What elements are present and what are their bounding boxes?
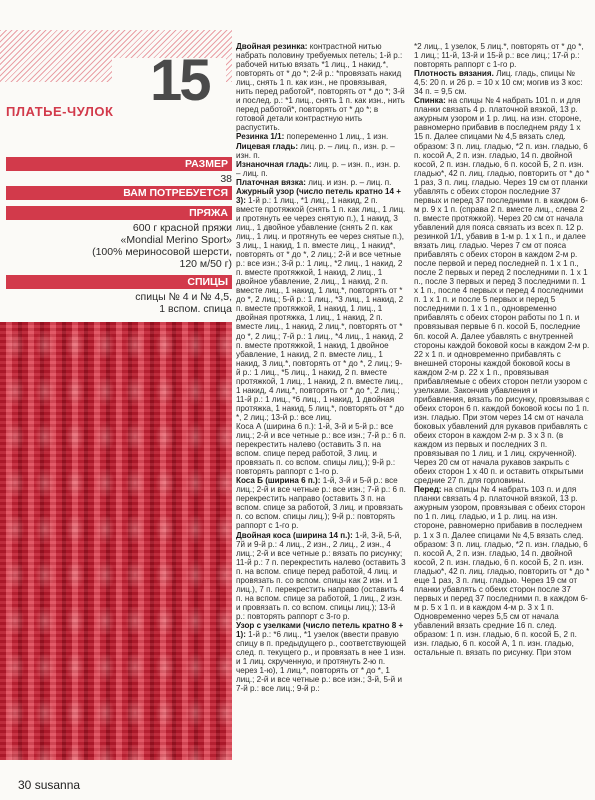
instruction-paragraph	[414, 69, 590, 96]
instruction-paragraph	[236, 422, 406, 476]
instruction-text: лиц. р. – лиц. п., изн. р. – изн. п.	[236, 141, 395, 160]
yarn-line: (100% мериносовой шерсти,	[92, 246, 232, 258]
instruction-text: контрастной нитью набрать половину требуемых петель; 1-й р.: рабочей нитью вязать *1 лиц., 1 накид.*, повторять от * до *; 2-й р.: *провязать накид лиц., снять 1 п. как изн., не провязывая, нить перед работой*, повторять от * до *; 3-й и послед. р.: *1 лиц., снять 1 п. как изн., нить перед работой*, повторять от * до *; в готовой детали контрастную нить распустить.	[236, 42, 405, 133]
instruction-paragraph	[414, 42, 590, 69]
instruction-heading: Спинка:	[414, 96, 446, 106]
magazine-brand: susanna	[34, 778, 81, 792]
instruction-text: Лиц. гладь, спицы № 4,5: 20 п. и 26 р. = 10 х 10 см; могив из 3 кос: 34 п. = 9,5 см.	[414, 69, 583, 97]
instruction-paragraph	[236, 42, 406, 132]
instruction-heading: Перед:	[414, 485, 442, 495]
instruction-paragraph	[236, 160, 406, 178]
materials-heading-band	[6, 186, 232, 200]
instruction-heading: Ажурный узор (число петель кратно 14 + 3):	[236, 186, 402, 205]
instruction-heading: Изнаночная гладь:	[236, 159, 312, 169]
instruction-heading: Коса Б (ширина 6 п.):	[236, 476, 321, 486]
instruction-paragraph	[236, 142, 406, 160]
size-heading: РАЗМЕР	[185, 158, 228, 170]
instruction-text: Коса А (ширина 6 п.): 1-й, 3-й и 5-й р.: все лиц.; 2-й и все четные р.: все изн.; 7-й р.: 6 п. перекрестить налево (оставить 3 п. на вспом. спице перед работой, 3 лиц. и провязать п. со вспом. спицы лиц.); 9-й р.: повторять раппорт с 1-го р.	[236, 421, 406, 477]
instruction-paragraph	[236, 132, 406, 141]
needles-info	[135, 291, 232, 315]
needles-line: 1 вспом. спица	[159, 303, 232, 315]
instruction-heading: Плотность вязания.	[414, 69, 494, 79]
instruction-heading: Резинка 1/1:	[236, 132, 285, 142]
instructions-column-1	[236, 42, 406, 772]
yarn-heading-band	[6, 206, 232, 220]
instruction-text: на спицы № 4 набрать 101 п. и для планки связать 4 р. платочной вязкой, 13 р. ажурным узором и 1 р. лиц. на изн. стороне, равномерно прибавив в последнем ряду 1 х 15 п. Далее спицами № 4,5 вязать след. образом: 3 п. лиц. гладью, *2 п. изн. гладью, 6 п. косой А, 2 п. изн. гладью, 14 п. двойной косой, 2 п. изн. гладью, 6 п. косой Б, 2 п. изн. гладью*, 42 п. лиц. гладью, повторить от * до * 1 раз, 3 п. лиц. гладью. Через 19 см от планки убавлять с обеих сторон последние 37 первых и перед 37 последними п. в каждом 6-м р. 9 х 1 п. (справа 2 п. вместе лиц., слева 2 п. вместе протяжкой). Через 20 см от начала убавлений для пояса связать из всех п. 12 р. резинкой 1/1, убавив в 1-м р. 1 х 1 п., и далее вязать лиц. гладью. Через 7 см от пояса прибавлять с обеих сторон в каждом 2-м р. после первой и перед последней п. 1 х 1 п., после 2 первых и перед 2 последними п. 1 х 1 п., после 3 первых и перед 3 последними п. 1 х 1 п., после 4 первых и перед 4 последними п. 1 х 1 п. и после 5 первых и перед 5 последними п. 1 х 1 п., одновременно прибавлять с обеих сторон работы по 1 п. и провязывая первые 6 п. косой Б, последние 6п. косой А. Далее убавлять с внутренней стороны каждой боковой косы в каждом 2-м р. 22 х 1 п. и одновременно прибавлять с внешней стороны каждой боковой косы в каждом 2-м р. 22 х 1 п., провязывая прибавляемые с обеих сторон петли узором с узелками. Закончив убавления и прибавления, вязать по рисунку, провязывая с обеих сторон 6 п. каждой боковой косы по 1 п. изн. гладью. При этом через 14 см от начала боковых убавлений для рукавов прибавлять с обеих сторон в каждом 2-м р. 3 х 3 п. (в каждом из первых и последних 3 п. провязывая по 1 лиц. и 1 лиц. скрученной). Через 20 см от начала рукавов закрыть с обеих сторон 1 х 40 п. и оставить открытыми средние 27 п. для горловины.	[414, 96, 590, 486]
instruction-paragraph	[236, 476, 406, 530]
instruction-text: *2 лиц., 1 узелок, 5 лиц.*, повторять от * до *, 1 лиц.; 11-й, 13-й и 15-й р.: все лиц.; 17-й р.: повторять раппорт с 1-го р.	[414, 42, 584, 70]
page-footer	[18, 778, 80, 792]
instruction-text: лиц. и изн. р. – лиц. п.	[305, 177, 392, 187]
instruction-text: 1-й, 3-й и 5-й р.: все лиц.; 2-й и все четные р.: все изн.; 7-й р.: 6 п. перекрестить направо (оставить 3 п. на вспом. спице за работой, 3 лиц. и провязать п. со вспом. спицы лиц.); 9-й р.: повторять раппорт с 1-го р.	[236, 476, 406, 531]
instruction-heading: Узор с узелками (число петель кратно 8 + 1):	[236, 621, 404, 640]
instruction-paragraph	[236, 531, 406, 621]
materials-heading: ВАМ ПОТРЕБУЕТСЯ	[123, 187, 228, 199]
needles-heading-band	[6, 275, 232, 289]
instruction-text: 1-й, 3-й, 5-й, 7й и 9-й р.: 4 лиц., 2 изн., 2 лиц., 2 изн., 4 лиц.; 2-й и все четные р.: вязать по рисунку; 11-й р.: 7 п. перекрестить налево (оставить 3 п. на вспом. спице перед работой, 4 лиц. и провязать п. со вспом. спицы как 2 изн. и 1 лиц.), 7 п. перекрестить направо (оставить 4 п. на вспом. спице за работой, 1 лиц., 2 изн. и провязать п. со вспом. спицы лиц.); 13-й р.: повторять раппорт с 3-го р.	[236, 530, 406, 621]
instruction-heading: Платочная вязка:	[236, 177, 306, 187]
instruction-text: 1-й р.: 1 лиц., *1 лиц., 1 накид, 2 п. вместе протяжкой (снять 1 п. как лиц., 1 лиц. и протянуть ее через снятую п.), 1 накид, 3 лиц., 1 двойное убавление (снять 2 п. как лиц., 1 лиц. и протянуть ее через снятые п.), 3 лиц., 1 накид, 1 п. вместе лиц., 1 накид*, повторять от * до *, 2 лиц.; 2-й и все четные р.: все изн.; 3-й р.: 1 лиц., *2 лиц., 1 накид, 2 п. вместе протяжкой, 1 накид, 2 лиц., 1 двойное убавление, 2 лиц., 1 накид, 2 п. вместе лиц., 1 накид, 1 лиц.*, повторять от * до *, 2 лиц.; 5-й р.: 1 лиц., *3 лиц., 1 накид, 2 п. вместе протяжкой, 1 накид, 1 лиц., 1 двойная протяжка, 1 лиц., 1 накид, 2 п. вместе лиц., 1 накид, 2 лиц.*, повторять от * до *, 2 лиц.; 7-й р.: 1 лиц., *4 лиц., 1 накид, 2 п. вместе протяжкой, 1 накид, 1 двойное убавление, 1 накид, 2 п. вместе лиц., 1 накид, 3 лиц.*, повторять от * до *, 2 лиц.; 9-й р.: 1 лиц., *5 лиц., 1 накид, 2 п. вместе протяжкой, 1 лиц., 1 накид, 2 п. вместе лиц., 1 накид, 4 лиц.*, повторять от * до *, 2 лиц.; 11-й р.: 1 лиц., *6 лиц., 1 накид, 1 двойная протяжка, 1 накид, 5 лиц.*, повторять от * до *, 2 лиц.; 13-й р.: все лиц.	[236, 195, 406, 422]
instruction-paragraph	[414, 96, 590, 485]
yarn-line: 600 г красной пряжи	[132, 222, 232, 234]
instruction-heading: Двойная коса (ширина 14 п.):	[236, 530, 353, 540]
size-value: 38	[220, 173, 232, 185]
instruction-text: попеременно 1 лиц., 1 изн.	[284, 132, 389, 142]
needles-line: спицы № 4 и № 4,5,	[135, 291, 232, 303]
instruction-heading: Лицевая гладь:	[236, 141, 299, 151]
instruction-paragraph	[414, 485, 590, 657]
yarn-line: 120 м/50 г)	[179, 258, 232, 270]
yarn-info	[92, 222, 232, 270]
pattern-title: ПЛАТЬЕ-ЧУЛОК	[6, 104, 114, 119]
pattern-number: 15	[150, 48, 209, 113]
instruction-paragraph	[236, 621, 406, 693]
instruction-paragraph	[236, 178, 406, 187]
instruction-heading: Двойная резинка:	[236, 42, 308, 51]
yarn-heading: ПРЯЖА	[189, 207, 228, 219]
instruction-text: 1-й р.: *6 лиц., *1 узелок (ввести правую спицу в п. предыдущего р., соответствующей след. п. текущего р., и провязать в нее 1 изн. и 1 лиц. скрученную, и протянуть 2-ю п. через 1-ю), 1 лиц.*, повторять от * до *, 1 лиц.; 2-й и все четные р.: все изн.; 3-й, 5-й и 7-й р.: все лиц.; 9-й р.:	[236, 630, 406, 694]
instruction-paragraph	[236, 187, 406, 422]
instruction-text: лиц. р. – изн. п., изн. р. – лиц. п.	[236, 159, 401, 178]
page-number: 30	[18, 778, 32, 792]
instruction-text: на спицы № 4 набрать 103 п. и для планки связать 4 р. платочной вязкой, 13 р. ажурным узором, провязывая с обеих сторон по 1 п. лиц. гладью, и 1 р. лиц. на изн. стороне, равномерно прибавив в последнем р. 1 х 3 п. Далее спицами № 4,5 вязать след. образом: 3 п. лиц. гладью, *2 п. изн. гладью, 6 п. косой А, 2 п. изн. гладью, 14 п. двойной косой, 2 п. изн. гладью, 6 п. косой Б, 2 п. изн. гладью*, 42 п. лиц. гладью, повторить от * до * еще 1 раз, 3 п. лиц. гладью. Через 19 см от планки убавлять с обеих сторон после 37 первых и перед 37 последними п. в каждом 6-м р. 5 х 1 п. и в каждом 4-м р. 3 х 1 п. Одновременно через 5,5 см от начала убавлений вязать средние 16 п. след. образом: 1 п. изн. гладью, 6 п. косой Б, 2 п. изн. гладью, 6 п. косой А, 1 п. изн. гладью, остальные п. вязать по рисунку. При этом	[414, 485, 590, 658]
needles-heading: СПИЦЫ	[187, 276, 228, 288]
size-heading-band	[6, 157, 232, 171]
yarn-line: «Mondial Merino Sport»	[120, 234, 232, 246]
instructions-column-2	[414, 42, 590, 772]
knit-fabric-photo	[0, 322, 232, 760]
